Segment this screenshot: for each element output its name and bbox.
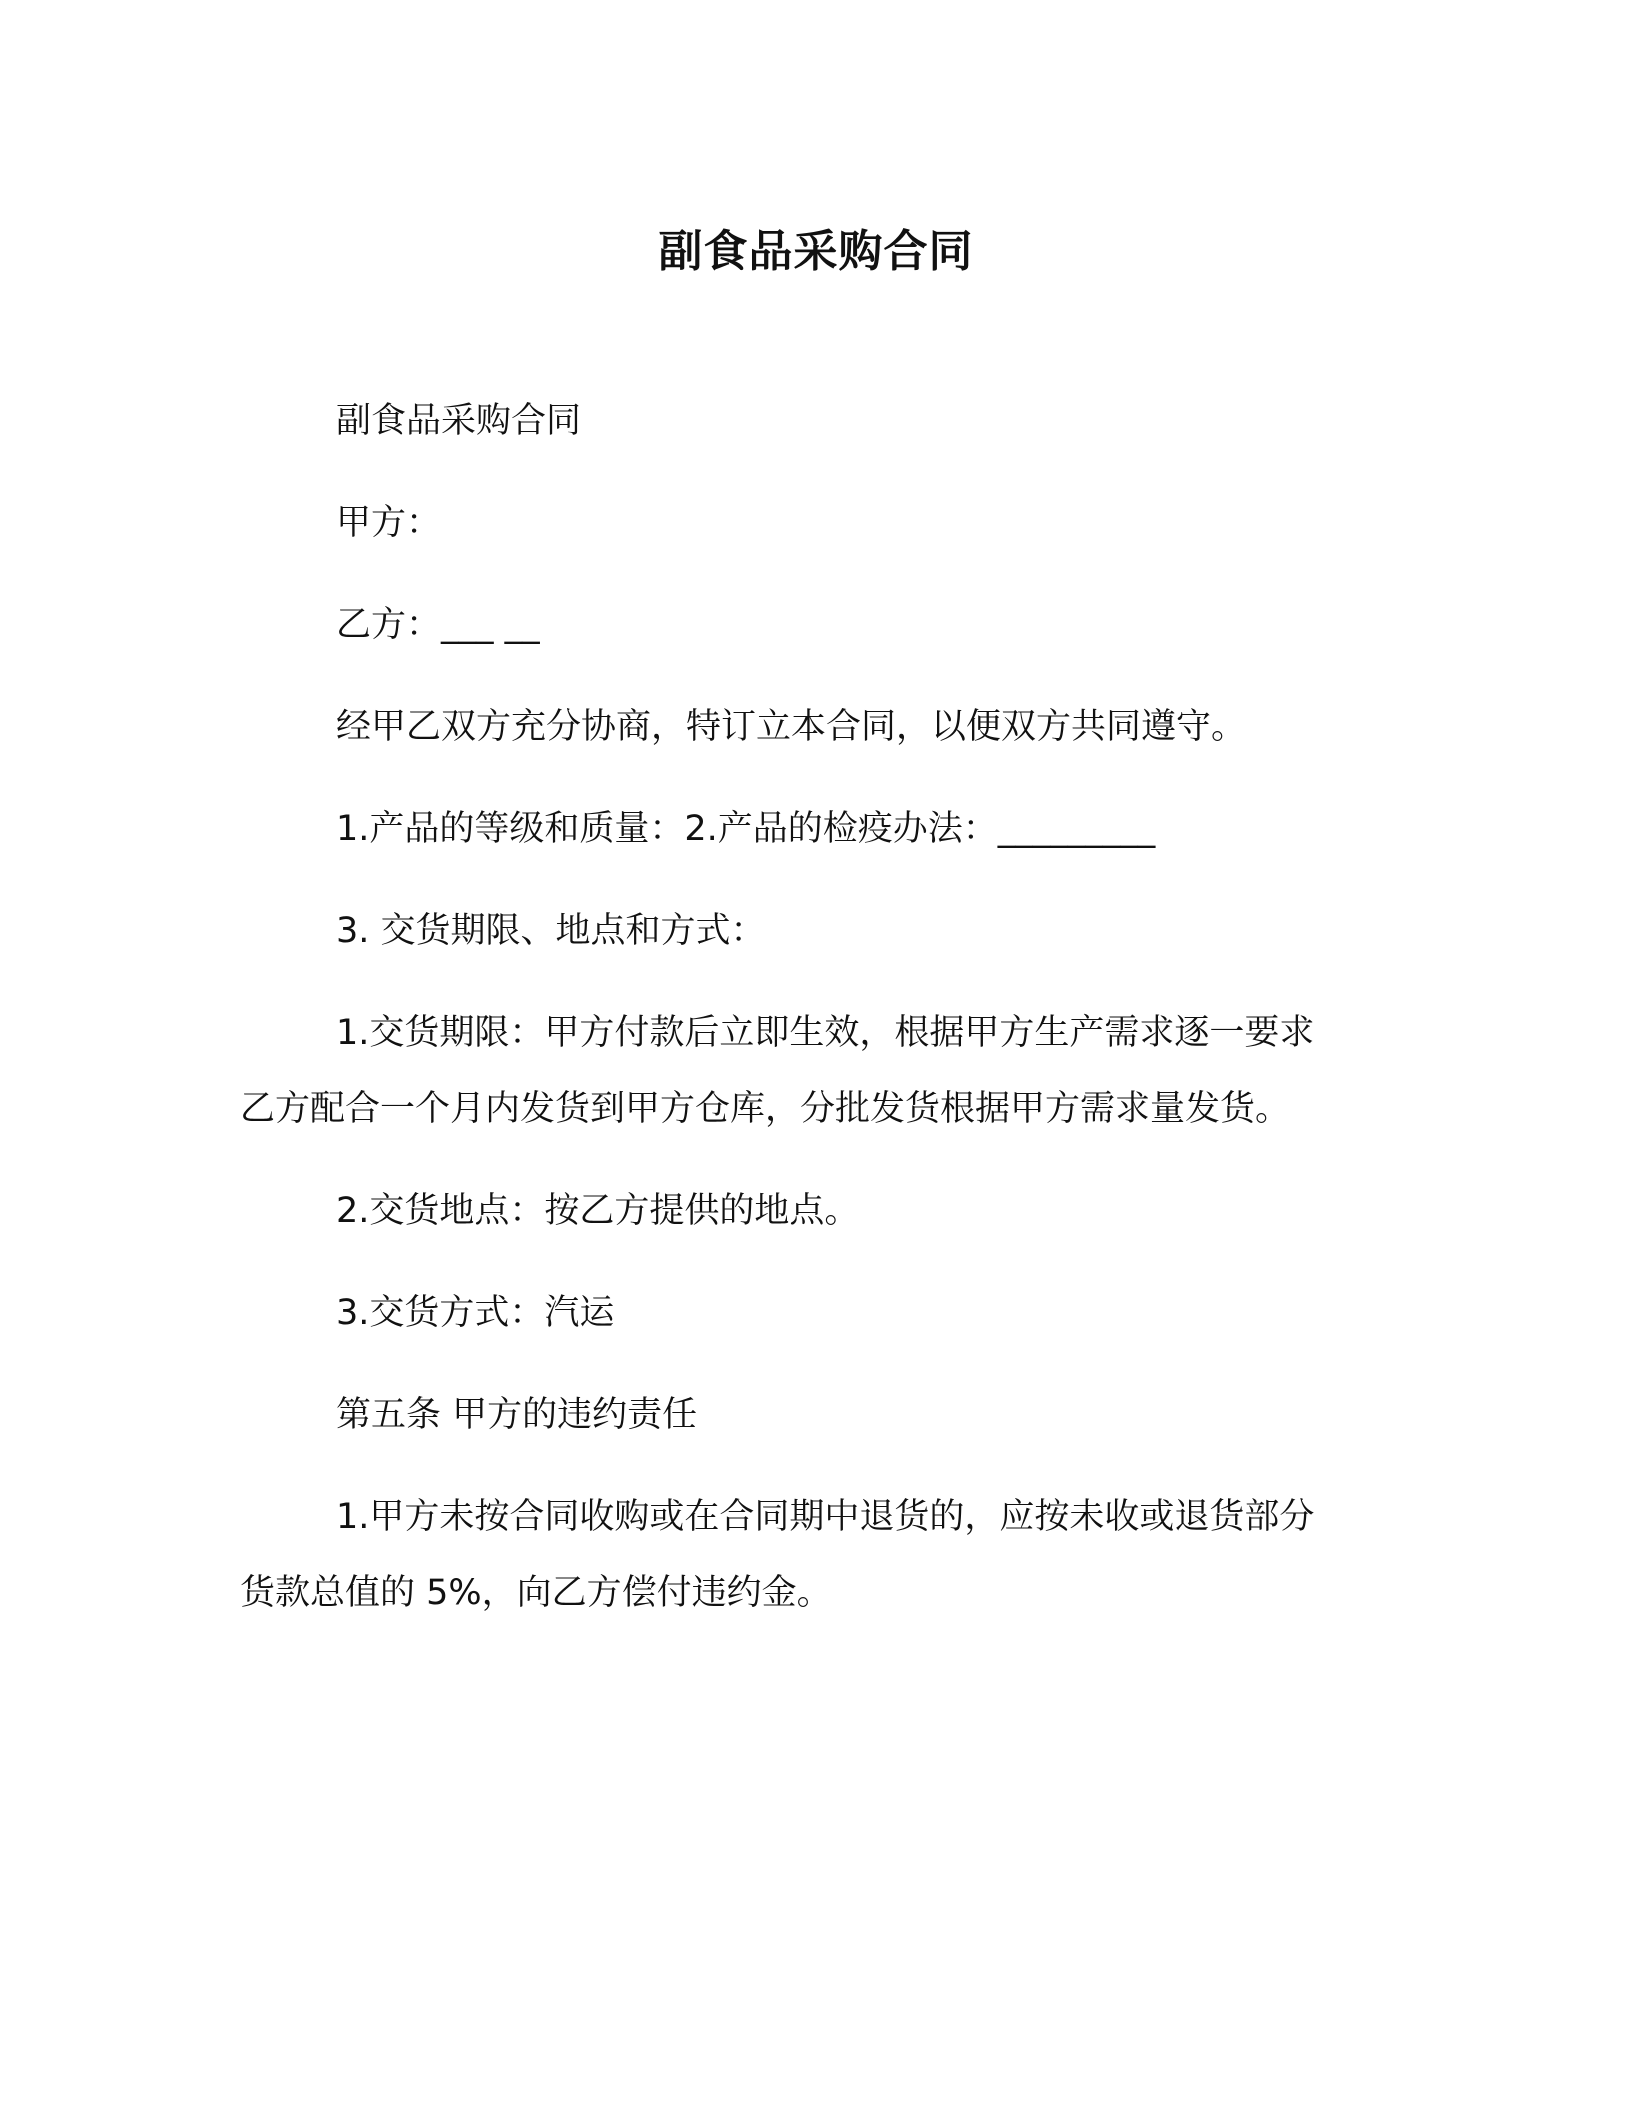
paragraph-intro: 经甲乙双方充分协商，特订立本合同，以便双方共同遵守。 [336,707,1247,747]
paragraph-delivery-period-line2: 乙方配合一个月内发货到甲方仓库，分批发货根据甲方需求量发货。 [240,1089,1291,1129]
paragraph-party-b: 乙方：___ __ [336,605,540,645]
paragraph-delivery-period-line1: 1.交货期限：甲方付款后立即生效，根据甲方生产需求逐一要求 [336,1013,1315,1053]
paragraph-delivery-method: 3.交货方式：汽运 [336,1293,615,1333]
paragraph-delivery-location: 2.交货地点：按乙方提供的地点。 [336,1191,860,1231]
document-title: 副食品采购合同 [658,226,974,277]
paragraph-delivery-heading: 3. 交货期限、地点和方式： [336,911,766,951]
paragraph-heading: 副食品采购合同 [336,401,582,441]
paragraph-breach-line1: 1.甲方未按合同收购或在合同期中退货的，应按未收或退货部分 [336,1497,1315,1537]
paragraph-quality-inspection: 1.产品的等级和质量：2.产品的检疫办法：_________ [336,809,1156,849]
paragraph-party-a: 甲方： [336,503,442,543]
paragraph-article-five: 第五条 甲方的违约责任 [336,1395,698,1435]
paragraph-breach-line2: 货款总值的 5%，向乙方偿付违约金。 [240,1573,832,1613]
